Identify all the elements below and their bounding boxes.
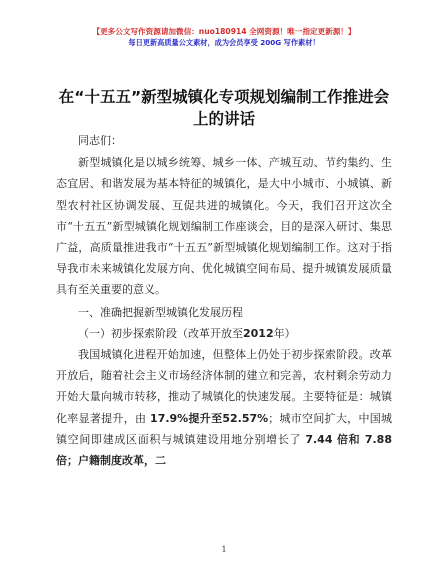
history-text-4: 倍和 (332, 432, 365, 446)
urbanization-rate-end: 52.57% (222, 411, 269, 425)
history-text-2: 提升至 (188, 411, 223, 425)
subsection-heading-1 (56, 323, 392, 344)
subsection-heading-suffix: 年） (273, 326, 296, 340)
promo-banner-line1: 【更多公文写作资源请加微信：nuo180914 全网资源！唯一指定更新源！】 (92, 27, 356, 36)
subsection-heading-year: 2012 (243, 326, 274, 340)
built-area-growth: 7.44 (305, 432, 333, 446)
history-paragraph (56, 344, 392, 471)
document-body (56, 130, 392, 471)
history-text-1: 我国城镇化进程开始加速，但整体上仍处于初步探索阶段。改革开放后，随着社会主义市场经济体制的建立和完善，农村剩余劳动力开始大量向城市转移，推动了城镇化的快速发展。主要特征是：城镇化率显著提升，由 (56, 348, 392, 425)
document-title: 在“十五五”新型城镇化专项规划编制工作推进会上的讲话 (58, 88, 390, 128)
urbanization-rate-start: 17.9% (150, 411, 189, 425)
page-number: 1 (221, 545, 227, 554)
land-use-growth: 7.88 (364, 432, 392, 446)
intro-paragraph: 新型城镇化是以城乡统筹、城乡一体、产城互动、节约集约、生态宜居、和谐发展为基本特征的城镇化，是大中小城市、小城镇、新型农村社区协调发展、互促共进的城镇化。今天，我们召开这次全市“十五五”新型城镇化规划编制工作座谈会，目的是深入研讨、集思广益，高质量推进我市“十五五”新型城镇化规划编制工作。这对于指导我市未来城镇化发展方向、优化城镇空间布局、提升城镇发展质量具有至关重要的意义。 (56, 156, 392, 297)
history-text-5: 倍；户籍制度改革，二 (56, 454, 166, 468)
salutation: 同志们： (78, 134, 122, 147)
subsection-heading-prefix: （一）初步探索阶段（改革开放至 (78, 326, 243, 340)
history-text-3: ；城市空间扩大，中国城镇空间即建成区面积与城镇建设用地分别增长了 (56, 411, 393, 446)
promo-banner-line2: 每日更新高质量公文素材，成为会员享受 200G 写作素材！ (128, 38, 320, 47)
section-heading-1: 一、准确把握新型城镇化发展历程 (78, 305, 243, 319)
promo-banner (0, 26, 448, 48)
